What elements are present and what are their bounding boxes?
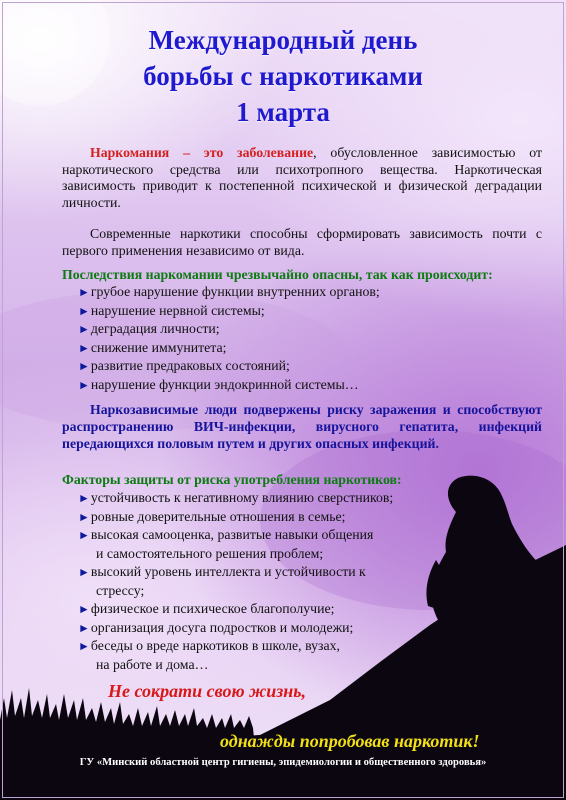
list-item-continuation: и самостоятельного решения проблем; — [96, 545, 324, 561]
list-item: ►устойчивость к негативному влиянию сверстников; — [78, 490, 394, 505]
footer-organization: ГУ «Минский областной центр гигиены, эпидемиологии и общественного здоровья» — [79, 757, 487, 768]
list-item: ►нарушение нервной системы; — [78, 302, 265, 318]
bullet-arrow-icon: ► — [78, 285, 90, 299]
list-item: ►беседы о вреде наркотиков в школе, вузах, — [78, 638, 340, 653]
consequences-heading: Последствия наркомании чрезвычайно опасны, так как происходит: — [62, 267, 493, 282]
list-item: ►ровные доверительные отношения в семье; — [78, 508, 346, 524]
list-item: ►нарушение функции эндокринной системы… — [78, 376, 359, 392]
list-item: ►высокая самооценка, развитые навыки общения — [78, 527, 374, 542]
bullet-arrow-icon: ► — [78, 322, 90, 336]
bullet-arrow-icon: ► — [78, 377, 90, 392]
list-item: ►развитие предраковых состояний; — [78, 358, 290, 373]
list-item-continuation: на работе и дома… — [96, 656, 209, 672]
list-item-continuation: стрессу; — [96, 582, 145, 598]
list-item: ►высокий уровень интеллекта и устойчивости к — [78, 564, 366, 579]
list-item: ►грубое нарушение функции внутренних органов; — [78, 284, 380, 299]
bullet-arrow-icon: ► — [78, 620, 90, 635]
list-item: ►организация досуга подростков и молодежи; — [78, 619, 354, 635]
bullet-arrow-icon: ► — [78, 491, 90, 505]
bullet-arrow-icon: ► — [78, 509, 90, 524]
title-line-3: 1 марта — [236, 97, 330, 127]
slogan-part-2: однажды попробовав наркотик! — [220, 731, 480, 751]
intro-highlight: Наркомания – это заболевание — [90, 145, 314, 160]
list-item: ►физическое и психическое благополучие; — [78, 601, 335, 616]
bullet-arrow-icon: ► — [78, 359, 90, 373]
protection-list — [78, 489, 393, 674]
bullet-arrow-icon: ► — [78, 565, 90, 579]
bullet-arrow-icon: ► — [78, 639, 90, 653]
risk-paragraph: Наркозависимые люди подвержены риску заражения и способствуют распространению ВИЧ-инфекции, вирусного гепатита, инфекций передающихся половым путем и других опасных инфекций. — [62, 402, 542, 451]
intro-paragraph-2: Современные наркотики способны сформировать зависимость почти с первого применения независимо от вида. — [62, 226, 542, 258]
intro-paragraph — [62, 145, 542, 211]
list-item: ►снижение иммунитета; — [78, 339, 227, 355]
intro-text: , обусловленное зависимостью от наркотического средства или психотропного вещества. Наркотическая зависимость приводит к постепенной психической и физической деградации личности. — [62, 145, 542, 210]
bullet-arrow-icon: ► — [78, 340, 90, 355]
list-item: ►деградация личности; — [78, 321, 220, 336]
slogan-part-1: Не сократи свою жизнь, — [108, 681, 306, 701]
bullet-arrow-icon: ► — [78, 602, 90, 616]
protection-heading: Факторы защиты от риска употребления наркотиков: — [62, 472, 402, 487]
page-title — [0, 22, 566, 130]
bullet-arrow-icon: ► — [78, 528, 90, 542]
consequences-list — [78, 283, 380, 394]
title-line-1: Международный день — [148, 25, 418, 55]
bullet-arrow-icon: ► — [78, 303, 90, 318]
title-line-2: борьбы с наркотиками — [143, 61, 423, 91]
